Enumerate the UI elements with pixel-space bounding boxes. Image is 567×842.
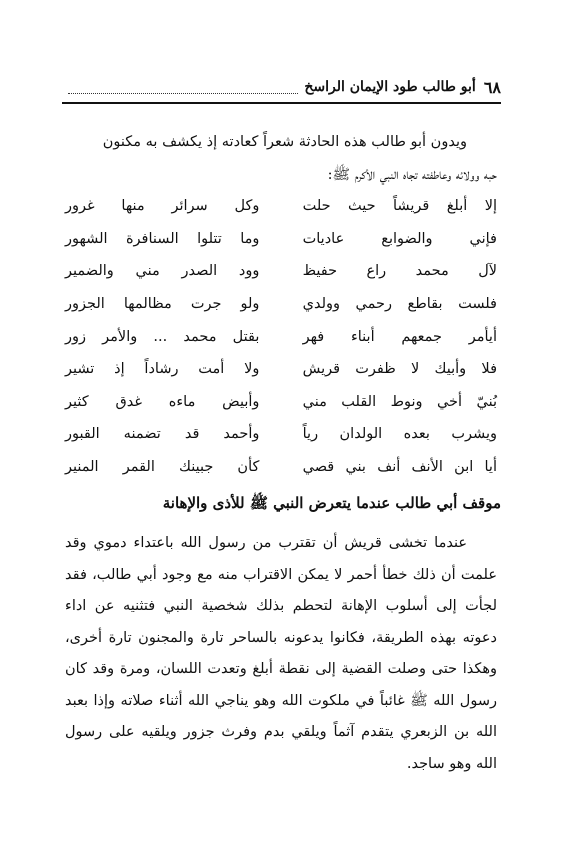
verse-line xyxy=(65,353,497,386)
verse-right-hemistich: فلا وأبيك لا ظفرت قريش xyxy=(302,361,497,378)
verse-right-hemistich: فإني والضوابع عاديات xyxy=(302,230,497,247)
verse-left-hemistich: كأن جبينك القمر المنير xyxy=(65,459,260,476)
verse-line xyxy=(65,418,497,451)
verse-line xyxy=(65,255,497,288)
verse-right-hemistich: أيأمر جمعهم أبناء فهر xyxy=(302,328,497,345)
verse-left-hemistich: وما تتلوا السنافرة الشهور xyxy=(65,230,260,247)
intro-line-2: حبه وولائه وعاطفته تجاه النبي الأكرم ﷺ: xyxy=(327,167,497,183)
verse-line xyxy=(65,320,497,353)
verse-left-hemistich: وود الصدر مني والضمير xyxy=(65,263,260,280)
verse-right-hemistich: فلست بقاطع رحمي وولدي xyxy=(302,296,497,313)
verse-left-hemistich: بقتل محمد ... والأمر زور xyxy=(65,328,260,345)
verse-left-hemistich: وأبيض ماءه غدق كثير xyxy=(65,393,260,410)
verse-right-hemistich: ويشرب بعده الولدان رياً xyxy=(302,426,497,443)
verse-right-hemistich: أيا ابن الأنف أنف بني قصي xyxy=(302,459,497,476)
verse-line xyxy=(65,451,497,484)
intro-paragraph xyxy=(65,126,497,192)
section-heading: موقف أبي طالب عندما يتعرض النبي ﷺ للأذى والإهانة xyxy=(162,494,501,512)
poem xyxy=(65,190,497,483)
verse-left-hemistich: ولا أمت رشاداً إذ تشير xyxy=(65,361,260,378)
intro-line-1: ويدون أبو طالب هذه الحادثة شعراً كعادته إذ يكشف به مكنون xyxy=(102,134,467,150)
verse-right-hemistich: بُنيّ أخي ونوط القلب مني xyxy=(302,393,497,410)
page-number: ٦٨ xyxy=(483,77,501,97)
verse-line xyxy=(65,190,497,223)
body-paragraph xyxy=(65,528,497,780)
verse-right-hemistich: لآل محمد راع حفيظ xyxy=(302,263,497,280)
verse-left-hemistich: ولو جرت مظالمها الجزور xyxy=(65,296,260,313)
header-dotted-leader xyxy=(68,81,298,94)
verse-left-hemistich: وكل سرائر منها غرور xyxy=(65,198,260,215)
verse-left-hemistich: وأحمد قد تضمنه القبور xyxy=(65,426,260,443)
page-header xyxy=(62,72,501,104)
running-title: أبو طالب طود الإيمان الراسخ xyxy=(304,79,476,95)
body-paragraph-text: عندما تخشى قريش أن تقترب من رسول الله باعتداء دموي وقد علمت أن ذلك خطأ أحمر لا يمكن الاقتراب منه مع وجود أبي طالب، فقد لجأت إلى أسلوب الإهانة لتحطم بذلك شخصية النبي فتثنيه عن اداء دعوته بهذه الطريقة، فكانوا يدعونه بالساحر تارة والمجنون تارة أخرى، وهكذا حتى وصلت القضية إلى نقطة أبلغ وتعدت اللسان، ومرة وقد كان رسول الله ﷺ غائباً في ملكوت الله وهو يناجي الله أثناء صلاته وإذا بعبد الله بن الزبعري يتقدم آثماً ويلقي بدم وفرث جزور ويلقيه على رسول الله وهو ساجد. xyxy=(65,535,497,772)
verse-right-hemistich: إلا أبلغ قريشاً حيث حلت xyxy=(302,198,497,215)
verse-line xyxy=(65,223,497,256)
verse-line xyxy=(65,288,497,321)
verse-line xyxy=(65,386,497,419)
